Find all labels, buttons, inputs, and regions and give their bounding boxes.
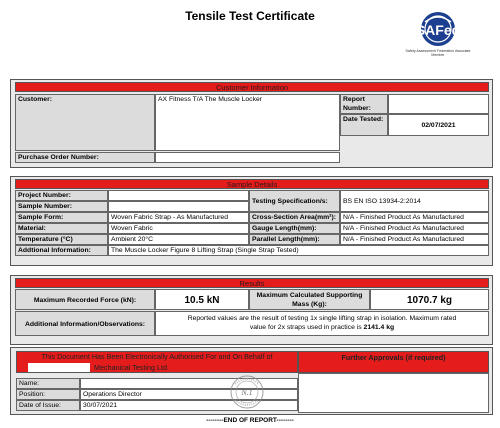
material-label: Material: xyxy=(15,223,108,234)
project-number-value xyxy=(108,190,249,201)
max-mass-value: 1070.7 kg xyxy=(370,289,489,310)
results-header: Results xyxy=(15,278,489,288)
observations-line2-prefix: value for 2x straps used in practice is xyxy=(249,324,364,331)
customer-label: Customer: xyxy=(15,94,155,151)
document-title: Tensile Test Certificate xyxy=(185,9,315,23)
gauge-label: Gauge Length(mm): xyxy=(249,223,340,234)
parallel-value: N/A - Finished Product As Manufactured xyxy=(340,234,489,245)
logo-text: SAFed xyxy=(415,22,461,38)
additional-value: The Muscle Locker Figure 8 Lifting Strap (Single Strap Tested) xyxy=(108,245,489,256)
safed-logo xyxy=(405,8,471,66)
material-value: Woven Fabric xyxy=(108,223,249,234)
logo-subtext: Safety Assessment Federation Associate Member xyxy=(405,49,471,58)
name-label: Name: xyxy=(16,378,80,389)
sample-number-value xyxy=(108,201,249,212)
observations-line1: Reported values are the result of testing 1x single lifting strap in isolation. Maximum rated xyxy=(187,315,457,322)
company-stamp xyxy=(229,374,265,410)
date-tested-value: 02/07/2021 xyxy=(388,114,489,136)
name-value xyxy=(80,378,298,389)
temperature-label: Temperature (°C) xyxy=(15,234,108,245)
sample-form-value: Woven Fabric Strap - As Manufactured xyxy=(108,212,249,223)
auth-line1: This Document Has Been Electronically Authorised For and On Behalf of xyxy=(41,352,273,361)
customer-header: Customer Information xyxy=(15,82,489,92)
further-approvals-box xyxy=(298,373,489,413)
max-mass-label: Maximum Calculated Supporting Mass (Kg): xyxy=(249,289,370,310)
date-issue-value: 30/07/2021 xyxy=(80,400,298,411)
date-issue-label: Date of Issue: xyxy=(16,400,80,411)
sample-number-label: Sample Number: xyxy=(15,201,108,212)
observations-line2 xyxy=(156,323,488,332)
report-number-label: Report Number: xyxy=(340,94,388,114)
project-number-label: Project Number: xyxy=(15,190,108,201)
additional-label: Addtional Information: xyxy=(15,245,108,256)
auth-redacted-name xyxy=(28,363,90,372)
position-value: Operations Director xyxy=(80,389,298,400)
date-tested-label: Date Tested: xyxy=(340,114,388,136)
auth-line2: Mechanical Testing Ltd. xyxy=(94,363,169,372)
gauge-value: N/A - Finished Product As Manufactured xyxy=(340,223,489,234)
po-label: Purchase Order Number: xyxy=(15,152,155,163)
temperature-value: Ambient 20°C xyxy=(108,234,249,245)
csa-label: Cross-Section Area(mm²): xyxy=(249,212,340,223)
csa-value: N/A - Finished Product As Manufactured xyxy=(340,212,489,223)
parallel-label: Parallel Length(mm): xyxy=(249,234,340,245)
customer-value: AX Fitness T/A The Muscle Locker xyxy=(155,94,340,151)
spec-value: BS EN ISO 13934-2:2014 xyxy=(340,190,489,212)
stamp-text: N.1 xyxy=(241,388,253,397)
stamp-icon xyxy=(229,374,265,410)
max-force-value: 10.5 kN xyxy=(155,289,249,310)
report-number-value xyxy=(388,94,489,114)
sample-form-label: Sample Form: xyxy=(15,212,108,223)
observations-line2-bold: 2141.4 kg xyxy=(363,324,395,331)
max-force-label: Maximum Recorded Force (kN): xyxy=(15,289,155,310)
observations-label: Additional Information/Observations: xyxy=(15,311,155,336)
spec-label: Testing Specification/s: xyxy=(249,190,340,212)
po-value xyxy=(155,152,340,163)
end-of-report: --------END OF REPORT-------- xyxy=(206,417,294,424)
observations-value xyxy=(155,311,489,336)
sample-header: Sample Details xyxy=(15,179,489,189)
further-approvals-header: Further Approvals (if required) xyxy=(298,351,489,373)
position-label: Position: xyxy=(16,389,80,400)
